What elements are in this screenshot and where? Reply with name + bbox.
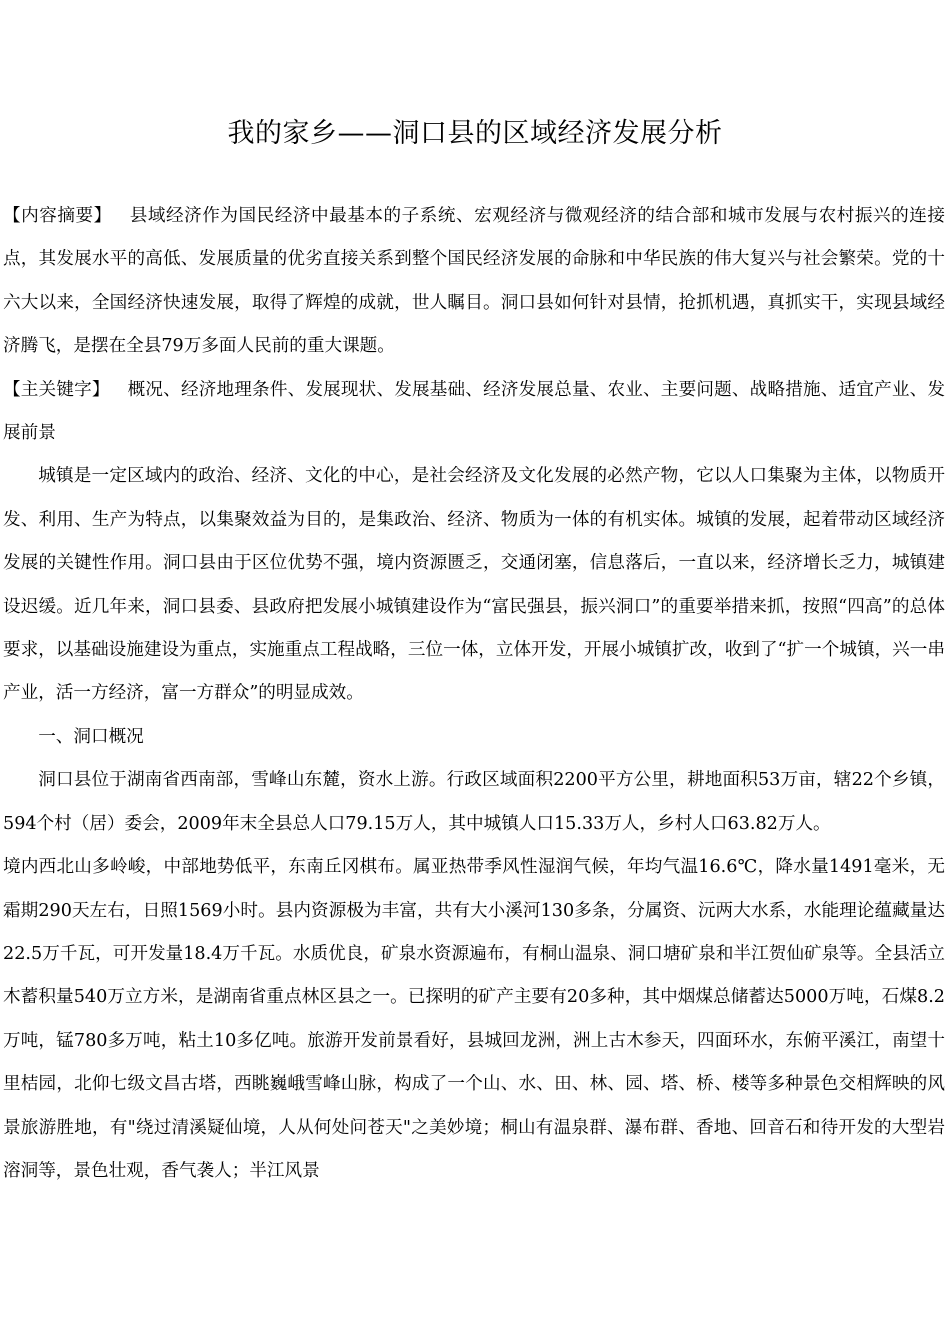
- abstract-label: 【内容摘要】: [3, 206, 112, 226]
- abstract-text: 县域经济作为国民经济中最基本的子系统、宏观经济与微观经济的结合部和城市发展与农村振兴的连接点，其发展水平的高低、发展质量的优劣直接关系到整个国民经济发展的命脉和中华民族的伟大复兴与社会繁荣。党的十六大以来，全国经济快速发展，取得了辉煌的成就，世人瞩目。洞口县如何针对县情，抢抓机遇，真抓实干，实现县域经济腾飞，是摆在全县79万多面人民前的重大课题。: [3, 206, 945, 357]
- geography-paragraph: 境内西北山多岭峻，中部地势低平，东南丘冈棋布。属亚热带季风性湿润气候，年均气温16.6℃，降水量1491毫米，无霜期290天左右，日照1569小时。县内资源极为丰富，共有大小溪河130多条，分属资、沅两大水系，水能理论蕴藏量达22.5万千瓦，可开发量18.4万千瓦。水质优良，矿泉水资源遍布，有桐山温泉、洞口塘矿泉和半江贺仙矿泉等。全县活立木蓄积量540万立方米，是湖南省重点林区县之一。已探明的矿产主要有20多种，其中烟煤总储蓄达5000万吨，石煤8.2万吨，锰780多万吨，粘土10多亿吨。旅游开发前景看好，县城回龙洲，洲上古木参天，四面环水，东俯平溪江，南望十里桔园，北仰七级文昌古塔，西眺巍峨雪峰山脉，构成了一个山、水、田、林、园、塔、桥、楼等多种景色交相辉映的风景旅游胜地，有"绕过清溪疑仙境，人从何处问苍天"之美妙境；桐山有温泉群、瀑布群、香地、回音石和待开发的大型岩溶洞等，景色壮观，香气袭人；半江风景: [3, 857, 945, 1181]
- keywords-paragraph: [3, 369, 945, 456]
- keywords-text: 概况、经济地理条件、发展现状、发展基础、经济发展总量、农业、主要问题、战略措施、适宜产业、发展前景: [3, 379, 945, 444]
- document-body: [3, 195, 945, 1193]
- section-heading: 一、洞口概况: [38, 726, 144, 747]
- abstract-paragraph: [3, 195, 945, 369]
- keywords-label: 【主关键字】: [3, 379, 110, 400]
- intro-paragraph: 城镇是一定区域内的政治、经济、文化的中心，是社会经济及文化发展的必然产物，它以人口集聚为主体，以物质开发、利用、生产为特点，以集聚效益为目的，是集政治、经济、物质为一体的有机实体。城镇的发展，起着带动区域经济发展的关键性作用。洞口县由于区位优势不强，境内资源匮乏，交通闭塞，信息落后，一直以来，经济增长乏力，城镇建设迟缓。近几年来，洞口县委、县政府把发展小城镇建设作为“富民强县，振兴洞口”的重要举措来抓，按照“四高”的总体要求，以基础设施建设为重点，实施重点工程战略，三位一体，立体开发，开展小城镇扩改，收到了“扩一个城镇，兴一串产业，活一方经济，富一方群众”的明显成效。: [3, 466, 945, 704]
- overview-paragraph: 洞口县位于湖南省西南部，雪峰山东麓，资水上游。行政区域面积2200平方公里，耕地面积53万亩，辖22个乡镇，594个村（居）委会，2009年末全县总人口79.15万人，其中城镇人口15.33万人，乡村人口63.82万人。: [3, 770, 945, 834]
- document-title: 我的家乡——洞口县的区域经济发展分析: [227, 118, 723, 149]
